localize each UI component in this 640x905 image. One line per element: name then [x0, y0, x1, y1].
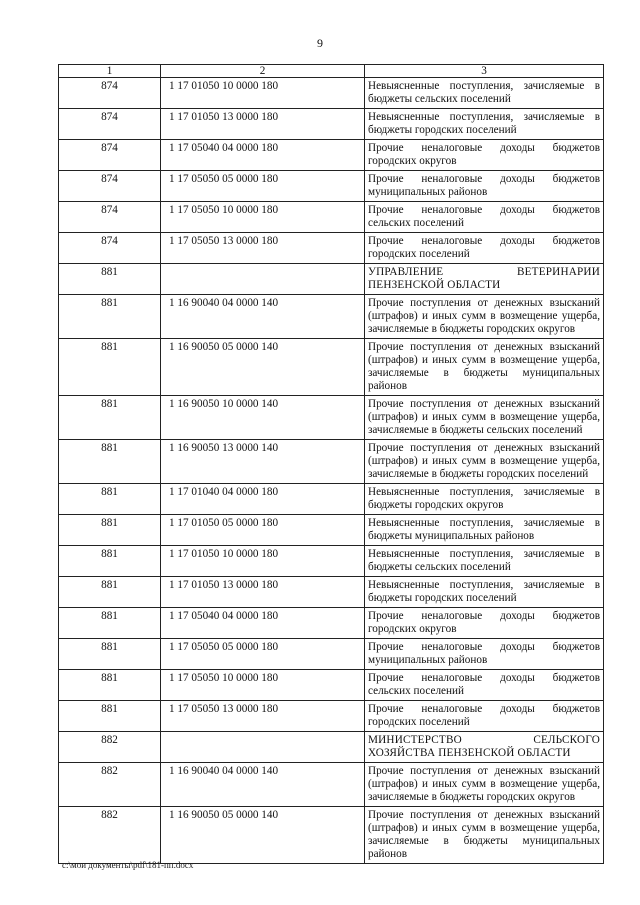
section-row [59, 732, 604, 763]
admin-code-cell: 874 [59, 171, 161, 202]
table-row [59, 577, 604, 608]
income-code-cell: 1 17 05050 13 0000 180 [161, 701, 365, 732]
table-row [59, 202, 604, 233]
description-cell: Прочие неналоговые доходы бюджетов сельских поселений [365, 202, 604, 233]
description-cell: Невыясненные поступления, зачисляемые в бюджеты городских округов [365, 484, 604, 515]
admin-code-cell: 881 [59, 515, 161, 546]
admin-code-cell: 874 [59, 78, 161, 109]
income-code-cell: 1 17 01050 13 0000 180 [161, 109, 365, 140]
income-code-cell: 1 17 01050 10 0000 180 [161, 546, 365, 577]
income-code-cell: 1 16 90050 05 0000 140 [161, 807, 365, 864]
admin-code-cell: 874 [59, 202, 161, 233]
admin-code-cell: 881 [59, 484, 161, 515]
admin-code-cell: 881 [59, 339, 161, 396]
income-code-cell: 1 17 01040 04 0000 180 [161, 484, 365, 515]
income-code-cell: 1 17 05050 13 0000 180 [161, 233, 365, 264]
section-row [59, 264, 604, 295]
revenue-codes-table [58, 64, 604, 864]
admin-code-cell: 881 [59, 440, 161, 484]
table-row [59, 339, 604, 396]
admin-code-cell: 874 [59, 233, 161, 264]
description-cell: Прочие поступления от денежных взысканий (штрафов) и иных сумм в возмещение ущерба, зачисляемые в бюджеты городских округов [365, 295, 604, 339]
admin-code-cell: 881 [59, 546, 161, 577]
description-cell: Невыясненные поступления, зачисляемые в бюджеты городских поселений [365, 577, 604, 608]
income-code-cell: 1 16 90050 13 0000 140 [161, 440, 365, 484]
admin-code-cell: 881 [59, 577, 161, 608]
table-row [59, 515, 604, 546]
header-col-1: 1 [59, 65, 161, 78]
description-cell: Прочие поступления от денежных взысканий (штрафов) и иных сумм в возмещение ущерба, зачисляемые в бюджеты сельских поселений [365, 396, 604, 440]
description-cell: Прочие неналоговые доходы бюджетов муниципальных районов [365, 639, 604, 670]
table-row [59, 233, 604, 264]
income-code-cell: 1 17 01050 05 0000 180 [161, 515, 365, 546]
income-code-cell: 1 17 05040 04 0000 180 [161, 608, 365, 639]
description-cell: Прочие неналоговые доходы бюджетов городских округов [365, 140, 604, 171]
admin-code-cell: 881 [59, 264, 161, 295]
description-cell: Прочие неналоговые доходы бюджетов городских поселений [365, 701, 604, 732]
income-code-cell: 1 17 01050 13 0000 180 [161, 577, 365, 608]
section-title-cell: УПРАВЛЕНИЕ ВЕТЕРИНАРИИ ПЕНЗЕНСКОЙ ОБЛАСТИ [365, 264, 604, 295]
income-code-cell: 1 17 05050 05 0000 180 [161, 171, 365, 202]
income-code-cell: 1 17 05050 10 0000 180 [161, 670, 365, 701]
table-row [59, 546, 604, 577]
header-col-3: 3 [365, 65, 604, 78]
admin-code-cell: 881 [59, 670, 161, 701]
table-row [59, 109, 604, 140]
table-row [59, 484, 604, 515]
description-cell: Прочие неналоговые доходы бюджетов городских поселений [365, 233, 604, 264]
table-row [59, 807, 604, 864]
income-code-cell: 1 16 90040 04 0000 140 [161, 763, 365, 807]
income-code-cell: 1 17 05050 05 0000 180 [161, 639, 365, 670]
income-code-cell: 1 16 90040 04 0000 140 [161, 295, 365, 339]
table-row [59, 140, 604, 171]
description-cell: Невыясненные поступления, зачисляемые в бюджеты городских поселений [365, 109, 604, 140]
admin-code-cell: 874 [59, 140, 161, 171]
description-cell: Невыясненные поступления, зачисляемые в бюджеты сельских поселений [365, 546, 604, 577]
description-cell: Невыясненные поступления, зачисляемые в бюджеты муниципальных районов [365, 515, 604, 546]
table-row [59, 78, 604, 109]
admin-code-cell: 881 [59, 295, 161, 339]
table-row [59, 295, 604, 339]
admin-code-cell: 881 [59, 396, 161, 440]
description-cell: Прочие поступления от денежных взысканий (штрафов) и иных сумм в возмещение ущерба, зачисляемые в бюджеты городских поселений [365, 440, 604, 484]
income-code-cell: 1 17 05050 10 0000 180 [161, 202, 365, 233]
table-row [59, 396, 604, 440]
table-row [59, 670, 604, 701]
table-row [59, 639, 604, 670]
header-col-2: 2 [161, 65, 365, 78]
page-number: 9 [317, 36, 323, 50]
description-cell: Прочие неналоговые доходы бюджетов сельских поселений [365, 670, 604, 701]
description-cell: Невыясненные поступления, зачисляемые в бюджеты сельских поселений [365, 78, 604, 109]
admin-code-cell: 881 [59, 701, 161, 732]
admin-code-cell: 881 [59, 608, 161, 639]
description-cell: Прочие поступления от денежных взысканий (штрафов) и иных сумм в возмещение ущерба, зачисляемые в бюджеты городских округов [365, 763, 604, 807]
admin-code-cell: 882 [59, 732, 161, 763]
table-row [59, 171, 604, 202]
section-title-cell: МИНИСТЕРСТВО СЕЛЬСКОГО ХОЗЯЙСТВА ПЕНЗЕНСКОЙ ОБЛАСТИ [365, 732, 604, 763]
income-code-cell: 1 17 01050 10 0000 180 [161, 78, 365, 109]
income-code-cell: 1 17 05040 04 0000 180 [161, 140, 365, 171]
table-row [59, 701, 604, 732]
table-row [59, 763, 604, 807]
table-header-row [59, 65, 604, 78]
table-body [59, 65, 604, 864]
description-cell: Прочие неналоговые доходы бюджетов городских округов [365, 608, 604, 639]
income-code-cell [161, 264, 365, 295]
admin-code-cell: 881 [59, 639, 161, 670]
table-row [59, 608, 604, 639]
admin-code-cell: 882 [59, 807, 161, 864]
income-code-cell: 1 16 90050 10 0000 140 [161, 396, 365, 440]
admin-code-cell: 874 [59, 109, 161, 140]
description-cell: Прочие поступления от денежных взысканий (штрафов) и иных сумм в возмещение ущерба, зачисляемые в бюджеты муниципальных районов [365, 807, 604, 864]
income-code-cell [161, 732, 365, 763]
income-code-cell: 1 16 90050 05 0000 140 [161, 339, 365, 396]
description-cell: Прочие поступления от денежных взысканий (штрафов) и иных сумм в возмещение ущерба, зачисляемые в бюджеты муниципальных районов [365, 339, 604, 396]
footer-file-path: c:\мои документы\pdf\181-пп.docx [62, 860, 194, 870]
table-row [59, 440, 604, 484]
description-cell: Прочие неналоговые доходы бюджетов муниципальных районов [365, 171, 604, 202]
admin-code-cell: 882 [59, 763, 161, 807]
